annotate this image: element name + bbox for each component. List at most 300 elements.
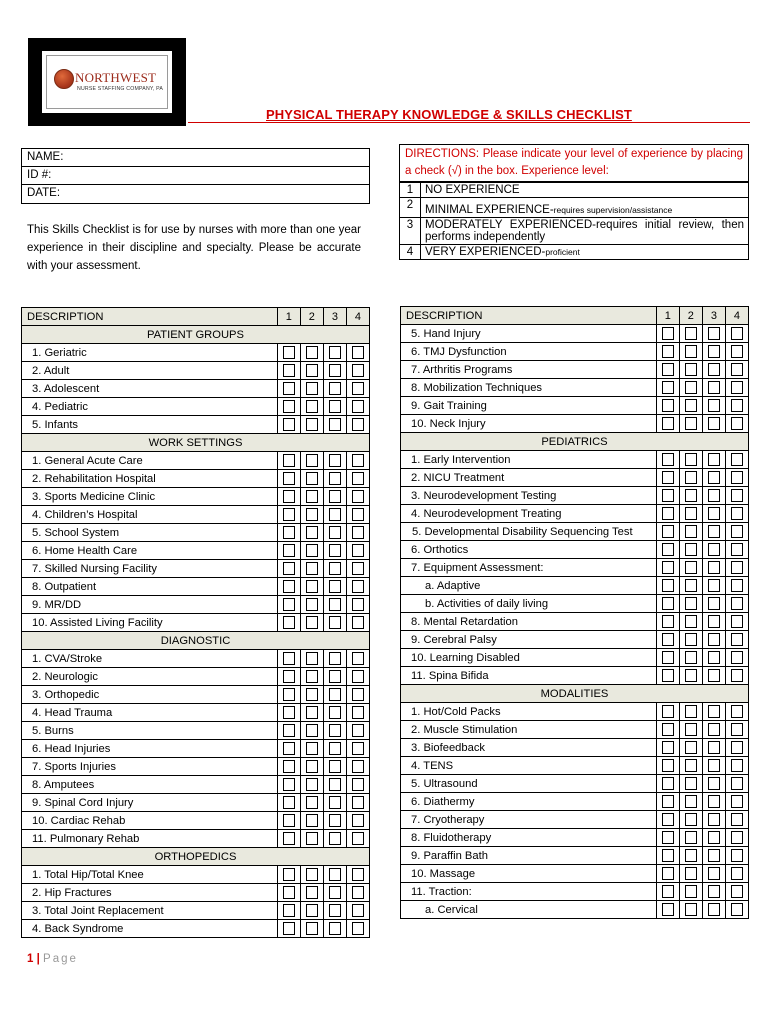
checkbox-square[interactable] (283, 832, 295, 845)
experience-checkbox[interactable] (702, 505, 725, 523)
experience-checkbox[interactable] (277, 866, 300, 884)
checkbox-square[interactable] (685, 777, 697, 790)
checkbox-square[interactable] (352, 706, 364, 719)
checkbox-square[interactable] (352, 544, 364, 557)
experience-checkbox[interactable] (656, 847, 679, 865)
checkbox-square[interactable] (352, 526, 364, 539)
checkbox-square[interactable] (306, 508, 318, 521)
experience-checkbox[interactable] (702, 469, 725, 487)
experience-checkbox[interactable] (656, 361, 679, 379)
checkbox-square[interactable] (306, 544, 318, 557)
experience-checkbox[interactable] (656, 811, 679, 829)
experience-checkbox[interactable] (346, 776, 369, 794)
checkbox-square[interactable] (731, 345, 743, 358)
experience-checkbox[interactable] (656, 541, 679, 559)
experience-checkbox[interactable] (277, 740, 300, 758)
experience-checkbox[interactable] (346, 578, 369, 596)
experience-checkbox[interactable] (300, 704, 323, 722)
checkbox-square[interactable] (352, 868, 364, 881)
experience-checkbox[interactable] (300, 596, 323, 614)
experience-checkbox[interactable] (679, 667, 702, 685)
checkbox-square[interactable] (306, 706, 318, 719)
checkbox-square[interactable] (283, 544, 295, 557)
experience-checkbox[interactable] (702, 613, 725, 631)
experience-checkbox[interactable] (300, 506, 323, 524)
checkbox-square[interactable] (283, 652, 295, 665)
checkbox-square[interactable] (685, 471, 697, 484)
checkbox-square[interactable] (708, 489, 720, 502)
checkbox-square[interactable] (731, 381, 743, 394)
experience-checkbox[interactable] (702, 721, 725, 739)
experience-checkbox[interactable] (300, 668, 323, 686)
checkbox-square[interactable] (352, 724, 364, 737)
experience-checkbox[interactable] (346, 830, 369, 848)
experience-checkbox[interactable] (679, 325, 702, 343)
checkbox-square[interactable] (352, 814, 364, 827)
experience-checkbox[interactable] (656, 613, 679, 631)
checkbox-square[interactable] (685, 579, 697, 592)
checkbox-square[interactable] (731, 543, 743, 556)
experience-checkbox[interactable] (725, 703, 748, 721)
checkbox-square[interactable] (352, 346, 364, 359)
experience-checkbox[interactable] (679, 361, 702, 379)
checkbox-square[interactable] (329, 904, 341, 917)
checkbox-square[interactable] (731, 723, 743, 736)
checkbox-square[interactable] (731, 363, 743, 376)
experience-checkbox[interactable] (679, 811, 702, 829)
experience-checkbox[interactable] (702, 703, 725, 721)
checkbox-square[interactable] (662, 417, 674, 430)
experience-checkbox[interactable] (725, 775, 748, 793)
checkbox-square[interactable] (352, 904, 364, 917)
experience-checkbox[interactable] (323, 704, 346, 722)
experience-checkbox[interactable] (656, 793, 679, 811)
experience-checkbox[interactable] (277, 416, 300, 434)
experience-checkbox[interactable] (725, 793, 748, 811)
checkbox-square[interactable] (708, 813, 720, 826)
checkbox-square[interactable] (352, 580, 364, 593)
experience-checkbox[interactable] (656, 595, 679, 613)
experience-checkbox[interactable] (277, 668, 300, 686)
experience-checkbox[interactable] (346, 704, 369, 722)
checkbox-square[interactable] (731, 615, 743, 628)
experience-checkbox[interactable] (679, 343, 702, 361)
experience-checkbox[interactable] (702, 775, 725, 793)
experience-checkbox[interactable] (323, 506, 346, 524)
checkbox-square[interactable] (306, 760, 318, 773)
checkbox-square[interactable] (283, 868, 295, 881)
checkbox-square[interactable] (283, 508, 295, 521)
experience-checkbox[interactable] (725, 451, 748, 469)
experience-checkbox[interactable] (702, 487, 725, 505)
experience-checkbox[interactable] (702, 811, 725, 829)
experience-checkbox[interactable] (679, 577, 702, 595)
checkbox-square[interactable] (685, 327, 697, 340)
checkbox-square[interactable] (708, 507, 720, 520)
experience-checkbox[interactable] (679, 865, 702, 883)
experience-checkbox[interactable] (277, 506, 300, 524)
experience-checkbox[interactable] (679, 847, 702, 865)
experience-checkbox[interactable] (656, 757, 679, 775)
experience-checkbox[interactable] (702, 451, 725, 469)
checkbox-square[interactable] (731, 471, 743, 484)
experience-checkbox[interactable] (323, 578, 346, 596)
experience-checkbox[interactable] (323, 830, 346, 848)
experience-checkbox[interactable] (277, 596, 300, 614)
checkbox-square[interactable] (731, 741, 743, 754)
experience-checkbox[interactable] (277, 578, 300, 596)
checkbox-square[interactable] (283, 796, 295, 809)
experience-checkbox[interactable] (323, 884, 346, 902)
checkbox-square[interactable] (662, 777, 674, 790)
checkbox-square[interactable] (352, 454, 364, 467)
checkbox-square[interactable] (708, 399, 720, 412)
experience-checkbox[interactable] (656, 721, 679, 739)
checkbox-square[interactable] (662, 543, 674, 556)
experience-checkbox[interactable] (656, 523, 679, 541)
checkbox-square[interactable] (283, 724, 295, 737)
experience-checkbox[interactable] (323, 812, 346, 830)
checkbox-square[interactable] (731, 705, 743, 718)
experience-checkbox[interactable] (346, 884, 369, 902)
checkbox-square[interactable] (685, 849, 697, 862)
experience-checkbox[interactable] (346, 542, 369, 560)
checkbox-square[interactable] (708, 579, 720, 592)
experience-checkbox[interactable] (656, 703, 679, 721)
checkbox-square[interactable] (329, 598, 341, 611)
checkbox-square[interactable] (352, 364, 364, 377)
experience-checkbox[interactable] (679, 523, 702, 541)
checkbox-square[interactable] (329, 724, 341, 737)
checkbox-square[interactable] (306, 454, 318, 467)
checkbox-square[interactable] (685, 651, 697, 664)
checkbox-square[interactable] (306, 886, 318, 899)
experience-checkbox[interactable] (323, 488, 346, 506)
experience-checkbox[interactable] (323, 758, 346, 776)
experience-checkbox[interactable] (346, 506, 369, 524)
experience-checkbox[interactable] (300, 722, 323, 740)
experience-checkbox[interactable] (702, 415, 725, 433)
checkbox-square[interactable] (329, 742, 341, 755)
checkbox-square[interactable] (306, 652, 318, 665)
checkbox-square[interactable] (283, 490, 295, 503)
experience-checkbox[interactable] (323, 398, 346, 416)
experience-checkbox[interactable] (679, 595, 702, 613)
checkbox-square[interactable] (685, 831, 697, 844)
experience-checkbox[interactable] (346, 812, 369, 830)
checkbox-square[interactable] (662, 507, 674, 520)
id-field[interactable]: ID #: (22, 167, 369, 185)
checkbox-square[interactable] (283, 760, 295, 773)
experience-checkbox[interactable] (656, 901, 679, 919)
checkbox-square[interactable] (708, 615, 720, 628)
experience-checkbox[interactable] (679, 721, 702, 739)
experience-checkbox[interactable] (725, 469, 748, 487)
checkbox-square[interactable] (662, 327, 674, 340)
checkbox-square[interactable] (329, 616, 341, 629)
checkbox-square[interactable] (329, 508, 341, 521)
experience-checkbox[interactable] (725, 901, 748, 919)
checkbox-square[interactable] (662, 795, 674, 808)
checkbox-square[interactable] (685, 543, 697, 556)
experience-checkbox[interactable] (725, 829, 748, 847)
checkbox-square[interactable] (283, 580, 295, 593)
experience-checkbox[interactable] (300, 902, 323, 920)
checkbox-square[interactable] (662, 561, 674, 574)
experience-checkbox[interactable] (277, 524, 300, 542)
checkbox-square[interactable] (306, 472, 318, 485)
experience-checkbox[interactable] (277, 380, 300, 398)
checkbox-square[interactable] (329, 922, 341, 935)
experience-checkbox[interactable] (656, 577, 679, 595)
checkbox-square[interactable] (306, 400, 318, 413)
checkbox-square[interactable] (306, 904, 318, 917)
experience-checkbox[interactable] (300, 488, 323, 506)
experience-checkbox[interactable] (725, 847, 748, 865)
checkbox-square[interactable] (329, 526, 341, 539)
checkbox-square[interactable] (685, 867, 697, 880)
checkbox-square[interactable] (731, 489, 743, 502)
experience-checkbox[interactable] (300, 416, 323, 434)
experience-checkbox[interactable] (679, 631, 702, 649)
experience-checkbox[interactable] (702, 757, 725, 775)
experience-checkbox[interactable] (656, 343, 679, 361)
experience-checkbox[interactable] (300, 776, 323, 794)
experience-checkbox[interactable] (725, 415, 748, 433)
name-field[interactable]: NAME: (22, 149, 369, 167)
checkbox-square[interactable] (352, 616, 364, 629)
checkbox-square[interactable] (662, 615, 674, 628)
checkbox-square[interactable] (731, 831, 743, 844)
checkbox-square[interactable] (329, 670, 341, 683)
checkbox-square[interactable] (662, 363, 674, 376)
checkbox-square[interactable] (685, 723, 697, 736)
checkbox-square[interactable] (306, 922, 318, 935)
checkbox-square[interactable] (731, 561, 743, 574)
experience-checkbox[interactable] (277, 470, 300, 488)
checkbox-square[interactable] (329, 454, 341, 467)
checkbox-square[interactable] (329, 580, 341, 593)
checkbox-square[interactable] (283, 688, 295, 701)
experience-checkbox[interactable] (702, 901, 725, 919)
checkbox-square[interactable] (329, 868, 341, 881)
experience-checkbox[interactable] (346, 398, 369, 416)
experience-checkbox[interactable] (656, 775, 679, 793)
checkbox-square[interactable] (329, 544, 341, 557)
checkbox-square[interactable] (306, 562, 318, 575)
checkbox-square[interactable] (662, 705, 674, 718)
checkbox-square[interactable] (662, 345, 674, 358)
checkbox-square[interactable] (306, 688, 318, 701)
experience-checkbox[interactable] (346, 920, 369, 938)
checkbox-square[interactable] (708, 831, 720, 844)
checkbox-square[interactable] (708, 741, 720, 754)
checkbox-square[interactable] (283, 400, 295, 413)
checkbox-square[interactable] (708, 417, 720, 430)
checkbox-square[interactable] (731, 777, 743, 790)
experience-checkbox[interactable] (300, 866, 323, 884)
experience-checkbox[interactable] (725, 523, 748, 541)
experience-checkbox[interactable] (725, 343, 748, 361)
experience-checkbox[interactable] (702, 325, 725, 343)
checkbox-square[interactable] (352, 508, 364, 521)
checkbox-square[interactable] (708, 867, 720, 880)
checkbox-square[interactable] (731, 669, 743, 682)
checkbox-square[interactable] (731, 453, 743, 466)
checkbox-square[interactable] (708, 561, 720, 574)
checkbox-square[interactable] (352, 760, 364, 773)
experience-checkbox[interactable] (323, 650, 346, 668)
checkbox-square[interactable] (685, 813, 697, 826)
checkbox-square[interactable] (306, 670, 318, 683)
experience-checkbox[interactable] (346, 344, 369, 362)
checkbox-square[interactable] (708, 597, 720, 610)
experience-checkbox[interactable] (300, 758, 323, 776)
experience-checkbox[interactable] (346, 380, 369, 398)
experience-checkbox[interactable] (702, 865, 725, 883)
experience-checkbox[interactable] (300, 614, 323, 632)
experience-checkbox[interactable] (300, 470, 323, 488)
experience-checkbox[interactable] (277, 560, 300, 578)
checkbox-square[interactable] (708, 525, 720, 538)
checkbox-square[interactable] (329, 562, 341, 575)
checkbox-square[interactable] (662, 849, 674, 862)
checkbox-square[interactable] (306, 526, 318, 539)
checkbox-square[interactable] (708, 669, 720, 682)
experience-checkbox[interactable] (300, 650, 323, 668)
experience-checkbox[interactable] (300, 344, 323, 362)
experience-checkbox[interactable] (277, 362, 300, 380)
experience-checkbox[interactable] (277, 614, 300, 632)
experience-checkbox[interactable] (277, 398, 300, 416)
experience-checkbox[interactable] (323, 722, 346, 740)
checkbox-square[interactable] (708, 471, 720, 484)
experience-checkbox[interactable] (346, 614, 369, 632)
checkbox-square[interactable] (731, 813, 743, 826)
checkbox-square[interactable] (352, 400, 364, 413)
experience-checkbox[interactable] (656, 325, 679, 343)
experience-checkbox[interactable] (300, 542, 323, 560)
checkbox-square[interactable] (283, 526, 295, 539)
experience-checkbox[interactable] (679, 829, 702, 847)
checkbox-square[interactable] (329, 364, 341, 377)
checkbox-square[interactable] (306, 724, 318, 737)
checkbox-square[interactable] (329, 490, 341, 503)
checkbox-square[interactable] (662, 597, 674, 610)
checkbox-square[interactable] (708, 849, 720, 862)
experience-checkbox[interactable] (300, 578, 323, 596)
checkbox-square[interactable] (283, 616, 295, 629)
checkbox-square[interactable] (329, 472, 341, 485)
experience-checkbox[interactable] (725, 667, 748, 685)
experience-checkbox[interactable] (656, 649, 679, 667)
experience-checkbox[interactable] (702, 631, 725, 649)
experience-checkbox[interactable] (300, 398, 323, 416)
experience-checkbox[interactable] (702, 595, 725, 613)
experience-checkbox[interactable] (679, 505, 702, 523)
experience-checkbox[interactable] (679, 757, 702, 775)
experience-checkbox[interactable] (656, 829, 679, 847)
checkbox-square[interactable] (708, 777, 720, 790)
experience-checkbox[interactable] (656, 883, 679, 901)
experience-checkbox[interactable] (656, 415, 679, 433)
checkbox-square[interactable] (731, 795, 743, 808)
checkbox-square[interactable] (685, 525, 697, 538)
checkbox-square[interactable] (731, 417, 743, 430)
experience-checkbox[interactable] (679, 397, 702, 415)
checkbox-square[interactable] (708, 453, 720, 466)
checkbox-square[interactable] (283, 886, 295, 899)
experience-checkbox[interactable] (300, 380, 323, 398)
experience-checkbox[interactable] (702, 523, 725, 541)
experience-checkbox[interactable] (702, 397, 725, 415)
experience-checkbox[interactable] (300, 794, 323, 812)
checkbox-square[interactable] (708, 363, 720, 376)
checkbox-square[interactable] (329, 652, 341, 665)
experience-checkbox[interactable] (346, 470, 369, 488)
checkbox-square[interactable] (685, 903, 697, 916)
experience-checkbox[interactable] (300, 740, 323, 758)
experience-checkbox[interactable] (725, 613, 748, 631)
checkbox-square[interactable] (352, 688, 364, 701)
experience-checkbox[interactable] (725, 739, 748, 757)
checkbox-square[interactable] (662, 741, 674, 754)
experience-checkbox[interactable] (725, 379, 748, 397)
experience-checkbox[interactable] (679, 883, 702, 901)
experience-checkbox[interactable] (725, 811, 748, 829)
checkbox-square[interactable] (685, 345, 697, 358)
experience-checkbox[interactable] (323, 776, 346, 794)
experience-checkbox[interactable] (656, 451, 679, 469)
checkbox-square[interactable] (731, 651, 743, 664)
checkbox-square[interactable] (731, 507, 743, 520)
checkbox-square[interactable] (708, 903, 720, 916)
experience-checkbox[interactable] (323, 560, 346, 578)
experience-checkbox[interactable] (346, 794, 369, 812)
experience-checkbox[interactable] (277, 920, 300, 938)
experience-checkbox[interactable] (725, 487, 748, 505)
experience-checkbox[interactable] (679, 469, 702, 487)
experience-checkbox[interactable] (277, 704, 300, 722)
checkbox-square[interactable] (662, 723, 674, 736)
experience-checkbox[interactable] (679, 901, 702, 919)
experience-checkbox[interactable] (725, 757, 748, 775)
experience-checkbox[interactable] (656, 559, 679, 577)
experience-checkbox[interactable] (323, 902, 346, 920)
experience-checkbox[interactable] (679, 541, 702, 559)
experience-checkbox[interactable] (277, 722, 300, 740)
experience-checkbox[interactable] (725, 883, 748, 901)
experience-checkbox[interactable] (277, 452, 300, 470)
checkbox-square[interactable] (352, 418, 364, 431)
checkbox-square[interactable] (352, 922, 364, 935)
checkbox-square[interactable] (329, 886, 341, 899)
checkbox-square[interactable] (329, 706, 341, 719)
experience-checkbox[interactable] (323, 614, 346, 632)
experience-checkbox[interactable] (679, 379, 702, 397)
experience-checkbox[interactable] (656, 397, 679, 415)
checkbox-square[interactable] (662, 399, 674, 412)
checkbox-square[interactable] (283, 364, 295, 377)
checkbox-square[interactable] (329, 796, 341, 809)
checkbox-square[interactable] (329, 688, 341, 701)
checkbox-square[interactable] (283, 598, 295, 611)
checkbox-square[interactable] (352, 490, 364, 503)
checkbox-square[interactable] (708, 381, 720, 394)
checkbox-square[interactable] (329, 418, 341, 431)
experience-checkbox[interactable] (679, 739, 702, 757)
checkbox-square[interactable] (662, 489, 674, 502)
